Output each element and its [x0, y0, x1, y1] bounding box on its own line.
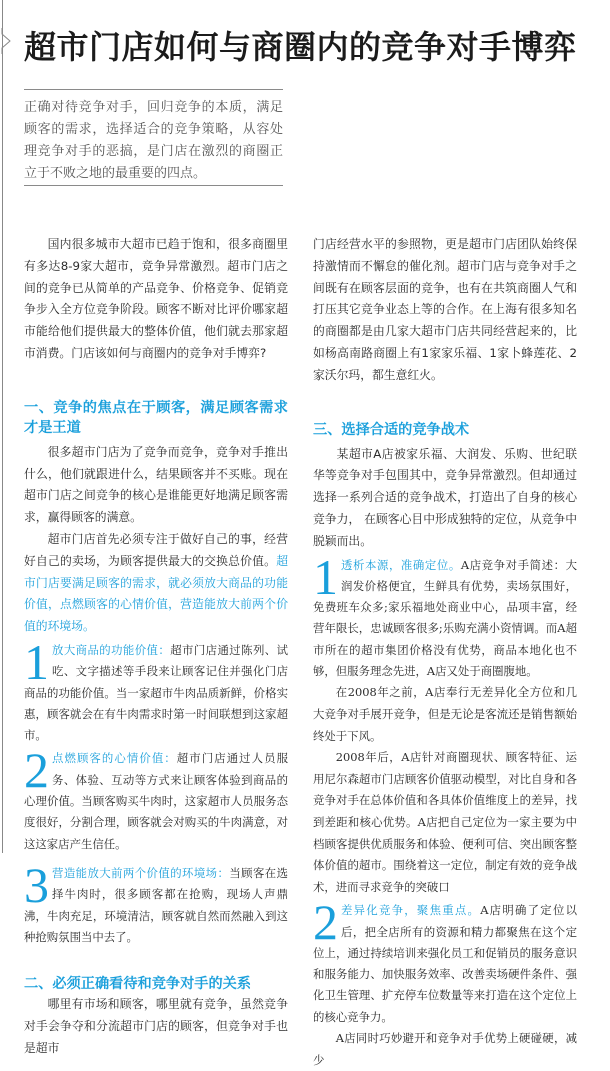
numbered-item [24, 742, 288, 854]
item-lead: 点燃顾客的心情价值： [52, 751, 177, 766]
item-number: 3 [24, 856, 49, 913]
paragraph: 门店经营水平的参照物，更是超市门店团队始终保持激情而不懈怠的催化剂。超市门店与竞争对手之间既有在顾客层面的竞争，也有在共筑商圈人气和打压其它竞争业态上等的合作。在上海有很多知名的商圈都是由几家大超市门店共同经营起来的，比如杨高南路商圈上有1家家乐福、1家卜蜂莲花、2家沃尔玛，都生意红火。 [313, 237, 577, 382]
item-lead: 差异化竞争，聚焦重点。 [341, 903, 481, 918]
item-text: 超市门店通过陈列、试吃、文字描述等手段来让顾客记住并强化门店商品的功能价值。当一家超市牛肉品质新鲜，价格实惠，顾客就会在有牛肉需求时第一时间联想到这家超市。 [24, 642, 288, 743]
highlighted-text: 超市门店要满足顾客的需求，就必须放大商品的功能价值，点燃顾客的心情价值，营造能放大前两个价值的环境场。 [24, 553, 288, 634]
divider-bottom [24, 185, 283, 186]
item-text: A店竞争对手简述：大润发价格便宜，生鲜具有优势，卖场氛围好，免费班车众多;家乐福地处商业中心，品项丰富，经营年限长，忠诚顾客很多;乐购充满小资情调。而A超市所在的超市集团价格没有优势，商品本地化也不够，但服务理念先进，A店又处于商圈腹地。 [313, 557, 577, 679]
numbered-item [24, 856, 288, 948]
divider-top [24, 89, 283, 90]
item-number: 2 [24, 742, 49, 799]
paragraph: 很多超市门店为了竞争而竞争，竞争对手推出什么，他们就跟进什么，结果顾客并不买账。现在超市门店之间竞争的核心是谁能更好地满足顾客需求，赢得顾客的满意。 [24, 444, 288, 525]
item-lead: 放大商品的功能价值： [52, 642, 171, 657]
paragraph: A店同时巧妙避开和竞争对手优势上硬碰硬，减少 [313, 1031, 577, 1067]
item-text: 当顾客在选择牛肉时，很多顾客都在抢购，现场人声鼎沸，牛肉充足，环境清洁，顾客就自然而然融入到这种抢购氛围当中去了。 [24, 865, 288, 944]
item-lead: 营造能放大前两个价值的环境场： [52, 865, 230, 880]
paragraph: 2008年后，A店针对商圈现状、顾客特征、运用尼尔森超市门店顾客价值驱动模型，对比自身和各竞争对手在总体价值和各具体价值维度上的差异，找到差距和核心优势。A店把自己定位为一家主要为中档顾客提供优质服务和体验、便利可信、突出顾客整体价值的超市。围绕着这一定位，制定有效的竞争战术，进而寻求竞争的突破口 [313, 750, 577, 894]
item-number: 1 [313, 548, 338, 605]
intro-paragraph: 国内很多城市大超市已趋于饱和，很多商圈里有多达8-9家大超市，竞争异常激烈。超市门店之间的竞争已从简单的产品竞争、价格竞争、促销竞争步入全方位竞争阶段。顾客不断对比评价哪家超市能给他们提供最大的整体价值，他们就去那家超市消费。门店该如何与商圈内的竞争对手博弈? [24, 237, 288, 360]
item-text: 超市门店通过人员服务、体验、互动等方式来让顾客体验到商品的心理价值。当顾客购买牛肉时，这家超市人员服务态度很好，分割合理，顾客就会对购买的牛肉满意，对这这家店产生信任。 [24, 751, 288, 851]
left-column [24, 234, 288, 1060]
numbered-item [24, 633, 288, 746]
numbered-item [313, 894, 577, 1028]
section-heading-3: 三、选择合适的竞争战术 [313, 421, 470, 438]
paragraph-text: 超市门店首先必须专注于做好自己的事，经营好自己的卖场，为顾客提供最大的交换总价值。 [24, 531, 288, 568]
chevron-right-icon [0, 28, 12, 54]
paragraph: 哪里有市场和顾客，哪里就有竞争，虽然竞争对手会争夺和分流超市门店的顾客，但竞争对手也是超市 [24, 997, 288, 1055]
numbered-item [313, 548, 577, 683]
paragraph: 某超市A店被家乐福、大润发、乐购、世纪联华等竞争对手包围其中，竞争异常激烈。但却通过选择一系列合适的竞争战术，打造出了自身的核心竞争力， 在顾客心目中形成独特的定位，从竞争中脱颖而出。 [313, 446, 577, 548]
right-column [313, 234, 577, 1071]
article-title: 超市门店如何与商圈内的竞争对手博弈 [24, 28, 577, 66]
section-heading-1: 一、竞争的焦点在于顾客，满足顾客需求才是王道 [24, 399, 288, 436]
item-number: 1 [24, 633, 49, 690]
page-edge-line [2, 0, 3, 853]
paragraph [24, 529, 288, 638]
section-heading-2: 二、必须正确看待和竞争对手的关系 [24, 976, 252, 993]
item-lead: 透析本源，准确定位。 [341, 557, 461, 572]
item-number: 2 [313, 894, 338, 951]
article-dek: 正确对待竞争对手，回归竞争的本质，满足顾客的需求，选择适合的竞争策略，从容处理竞争对手的恶搞，是门店在激烈的商圈正立于不败之地的最重要的四点。 [24, 100, 283, 181]
paragraph: 在2008年之前，A店奉行无差异化全方位和几大竞争对手展开竞争，但是无论是客流还是销售额始终处于下风。 [313, 685, 577, 743]
item-text: A店明确了定位以后，把全店所有的资源和精力都聚焦在这个定位上，通过持续培训来强化员工和促销员的服务意识和服务能力、加快服务效率、改善卖场硬件条件、强化卫生管理、扩充停车位数量等来打造在这个定位上的核心竞争力。 [313, 903, 577, 1024]
